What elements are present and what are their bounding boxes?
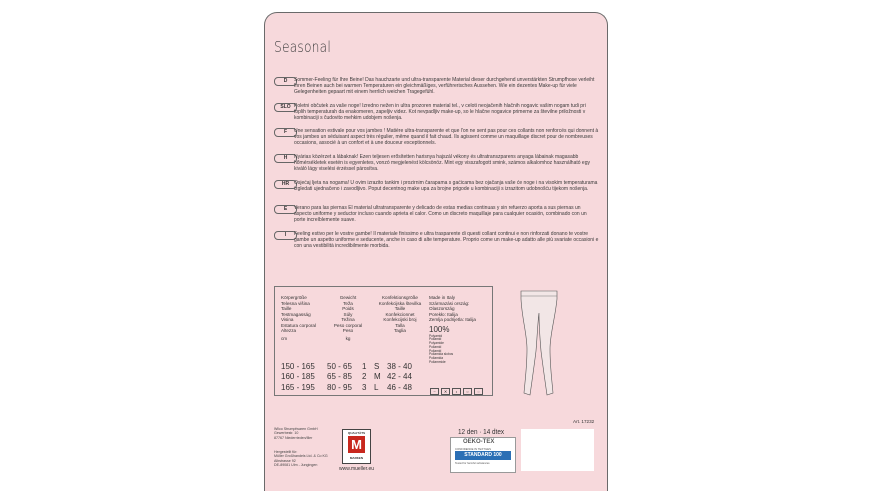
website-text: www.mueller.eu <box>339 466 375 472</box>
weight-label: Peso <box>342 328 354 333</box>
seal-top-text: QUALITÄTS <box>347 431 366 435</box>
seal-bottom-text: MARKEN <box>349 456 364 460</box>
height-label: Telesna višina <box>281 300 310 306</box>
fibre-name: Poliammide <box>429 360 446 365</box>
size-label: Talla <box>395 322 405 328</box>
wash-icon: ~ <box>430 388 439 395</box>
weight-label: Poids <box>342 306 354 311</box>
size-letter: L <box>374 382 379 392</box>
weight-label: Teža <box>343 300 353 306</box>
language-badge: HR <box>274 180 297 189</box>
size-letter-values <box>374 362 381 393</box>
height-column <box>281 295 316 341</box>
weight-unit: kg <box>345 335 351 341</box>
description-text: Sommer-Feeling für Ihre Beine! Das hauchzarte und ultra-transparente Material dieser durchgehend unverstärkten Strumpfhose verleiht Ihren Beinen auch bei warmen Temperaturen ein gleichmäßiges, verführerisches Aussehen. Wie ein dezentes Make-up für viele Gelegenheiten gepaart mit einem herrlich weichen Tragegefühl. <box>294 77 595 96</box>
address-line: Hergestellt für: <box>274 450 298 454</box>
eu-size: 38 - 40 <box>387 362 412 371</box>
description-text: Osjećaj ljeta na nogama! U ovim izrazito tankim i prozirnim čarapama s gaćicama bez ojačanja vaše će noge i na visokim temperaturama izgledati ujednačeno i zavodljivo. Poput decentnog make upa za brojne prigode u kombinaciji s izrazitom udobnošću tijekom nošenja. <box>294 180 598 193</box>
tumble-dry-icon: ◌ <box>474 388 483 395</box>
oeko-subtitle: CONFIDENCE IN TEXTILES <box>455 447 492 451</box>
height-value: 150 - 165 <box>281 362 315 371</box>
care-symbols <box>430 380 492 394</box>
eu-size-values <box>387 362 412 393</box>
origin-line: Made in Italy <box>429 295 456 300</box>
iron-icon: • <box>452 388 461 395</box>
manufacturer-address <box>274 427 318 440</box>
product-title: Seasonal <box>274 38 331 56</box>
size-code-values <box>362 362 366 393</box>
size-code: 1 <box>362 362 367 371</box>
language-badge: I <box>274 231 297 240</box>
size-letter: M <box>374 372 381 382</box>
oeko-footer: Tested for harmful substances <box>455 462 490 465</box>
size-label: Konfekcijski broj <box>383 317 417 322</box>
origin-line: Származási ország: Olaszország <box>429 300 470 311</box>
size-label: Konfekcionnet <box>385 311 415 317</box>
fibre-name: Poliamid <box>429 348 442 353</box>
address-line: Gewerbestr. 10 <box>274 431 299 436</box>
fibre-name: Poliamid <box>429 337 442 342</box>
eu-size: 42 - 44 <box>387 372 412 382</box>
size-letter: S <box>374 362 380 371</box>
size-code: 3 <box>362 382 367 392</box>
tights-illustration-icon <box>517 289 561 399</box>
quality-seal <box>342 429 371 464</box>
fibre-percent: 100% <box>429 324 450 334</box>
address-line: DE-89081 Ulm - Jungingen <box>274 462 318 467</box>
article-number: Art. 17232 <box>573 419 595 424</box>
weight-label: Gewicht <box>339 295 357 300</box>
height-label: Taille <box>281 306 292 311</box>
origin-line: Zemlja podrijetla: Italija <box>429 317 476 322</box>
oeko-brand: OEKO-TEX <box>463 439 495 445</box>
eu-size: 46 - 48 <box>387 382 412 392</box>
size-chart <box>274 286 493 396</box>
weight-values <box>327 362 352 393</box>
importer-address <box>274 450 328 467</box>
language-badge: F <box>274 128 297 137</box>
weight-value: 65 - 85 <box>327 372 352 382</box>
fibre-name: Polyamide <box>429 341 444 346</box>
dry-clean-icon: ○ <box>463 388 472 395</box>
oeko-tex-label <box>450 437 516 473</box>
size-label: Konfektionsgröße <box>381 295 418 300</box>
height-values <box>281 362 315 393</box>
height-unit: cm <box>281 335 288 341</box>
language-badge: E <box>274 205 297 214</box>
height-label: Altezza <box>281 328 297 333</box>
fibre-name: Poliamid <box>429 344 442 349</box>
size-label: Konfekcijska številka <box>378 300 422 306</box>
weight-label: Peso corporal <box>333 322 363 328</box>
seal-letter: M <box>348 436 365 453</box>
size-label: Taille <box>394 306 406 311</box>
material-info <box>429 295 492 365</box>
den-value: 12 den · 14 dtex <box>458 427 505 436</box>
description-text: Poletni občutek za vaše noge! Izredno nežen in ultra prozoren material tel., v celoti neojačenih hlačnih nogavic vašim nogam tudi pri toplih temperaturah da enakomeren, zapeljiv videz. Kot nevpadljiv make-up, so le hlačne nogavice primerne za številne priložnosti v kombinaciji s čudovito mehkim udobjem nošenja. <box>294 103 586 122</box>
description-text: Verano para las piernas El material ultratransparente y delicado de estas medias continuas y sin refuerzo aporta a sus piernas un aspecto uniforme y seductor incluso cuando aprieta el calor. Como un discreto maquillaje para cualquier ocasión, combinado con un porte increíblemente suave. <box>294 205 587 224</box>
fibre-name: Poliamida <box>429 356 443 361</box>
height-label: Körpergröße <box>281 295 307 300</box>
height-label: Visina <box>281 317 294 322</box>
size-code: 2 <box>362 372 367 382</box>
package-back-panel <box>264 12 608 491</box>
size-column <box>375 295 425 334</box>
description-text: Feeling estivo per le vostre gambe! Il materiale finissimo e ultra trasparente di questi collant continui e non rinforzati donano te vostre gambe un aspetto uniforme e seducente, anche in caso di alte temperature. Proprio come un make-up adatto alle più svariate occasioni e con una vestibilità incredibilmente morbida. <box>294 231 599 250</box>
height-value: 160 - 185 <box>281 372 315 382</box>
weight-value: 50 - 65 <box>327 362 352 371</box>
fibre-name: Polyamid <box>429 333 443 338</box>
height-label: Estatura corporal <box>281 322 316 328</box>
fibre-name: Poliamida slobos <box>429 352 454 357</box>
language-badge: SLO <box>274 103 297 112</box>
weight-value: 80 - 95 <box>327 382 352 392</box>
weight-label: Súly <box>343 311 353 317</box>
address-line: 87767 Niederrieden/Iller <box>274 435 313 440</box>
origin-line: Porekło: Italija <box>429 311 458 317</box>
description-text: Nyárias közérzet a lábaknak! Ezen teljesen erősítetten harisnya hajszál vékony és ultratranszparens anyaga lábainak magasabb hőmérsékletek esetén is egyenletes, vonzó megjelenést kölcsönöz. Mint egy visszafogott smink, számos alkalomhoz használható egy kiváló lágy viselési érzéssel párosítva. <box>294 154 590 173</box>
no-bleach-icon: ✕ <box>441 388 450 395</box>
language-badge: D <box>274 77 297 86</box>
oeko-standard: STANDARD 100 <box>455 451 511 460</box>
language-badge: H <box>274 154 297 163</box>
address-line: Wilco Strumpfwaren GmbH <box>274 427 318 431</box>
barcode-area <box>521 429 594 471</box>
height-value: 165 - 195 <box>281 382 315 392</box>
description-text: Une sensation estivale pour vos jambes ! Matière ultra-transparente et que l'on ne sent pas pour ces collants non renforcés qui donnent à vos jambes un séduisant aspect très régulier, même quand il fait chaud. Ils agissent comme un maquillage discret pour de nombreuses occasions, associé à un confort et à une douceur exceptionnels. <box>294 128 599 147</box>
weight-column <box>325 295 371 341</box>
size-label: Taglia <box>393 328 406 333</box>
weight-label: Težina <box>341 317 355 322</box>
height-label: Testmagasság <box>281 311 311 317</box>
address-line: Albstrasse 92 <box>274 458 296 463</box>
address-line: Müller Großhandels Ltd. & Co KG <box>274 454 328 459</box>
